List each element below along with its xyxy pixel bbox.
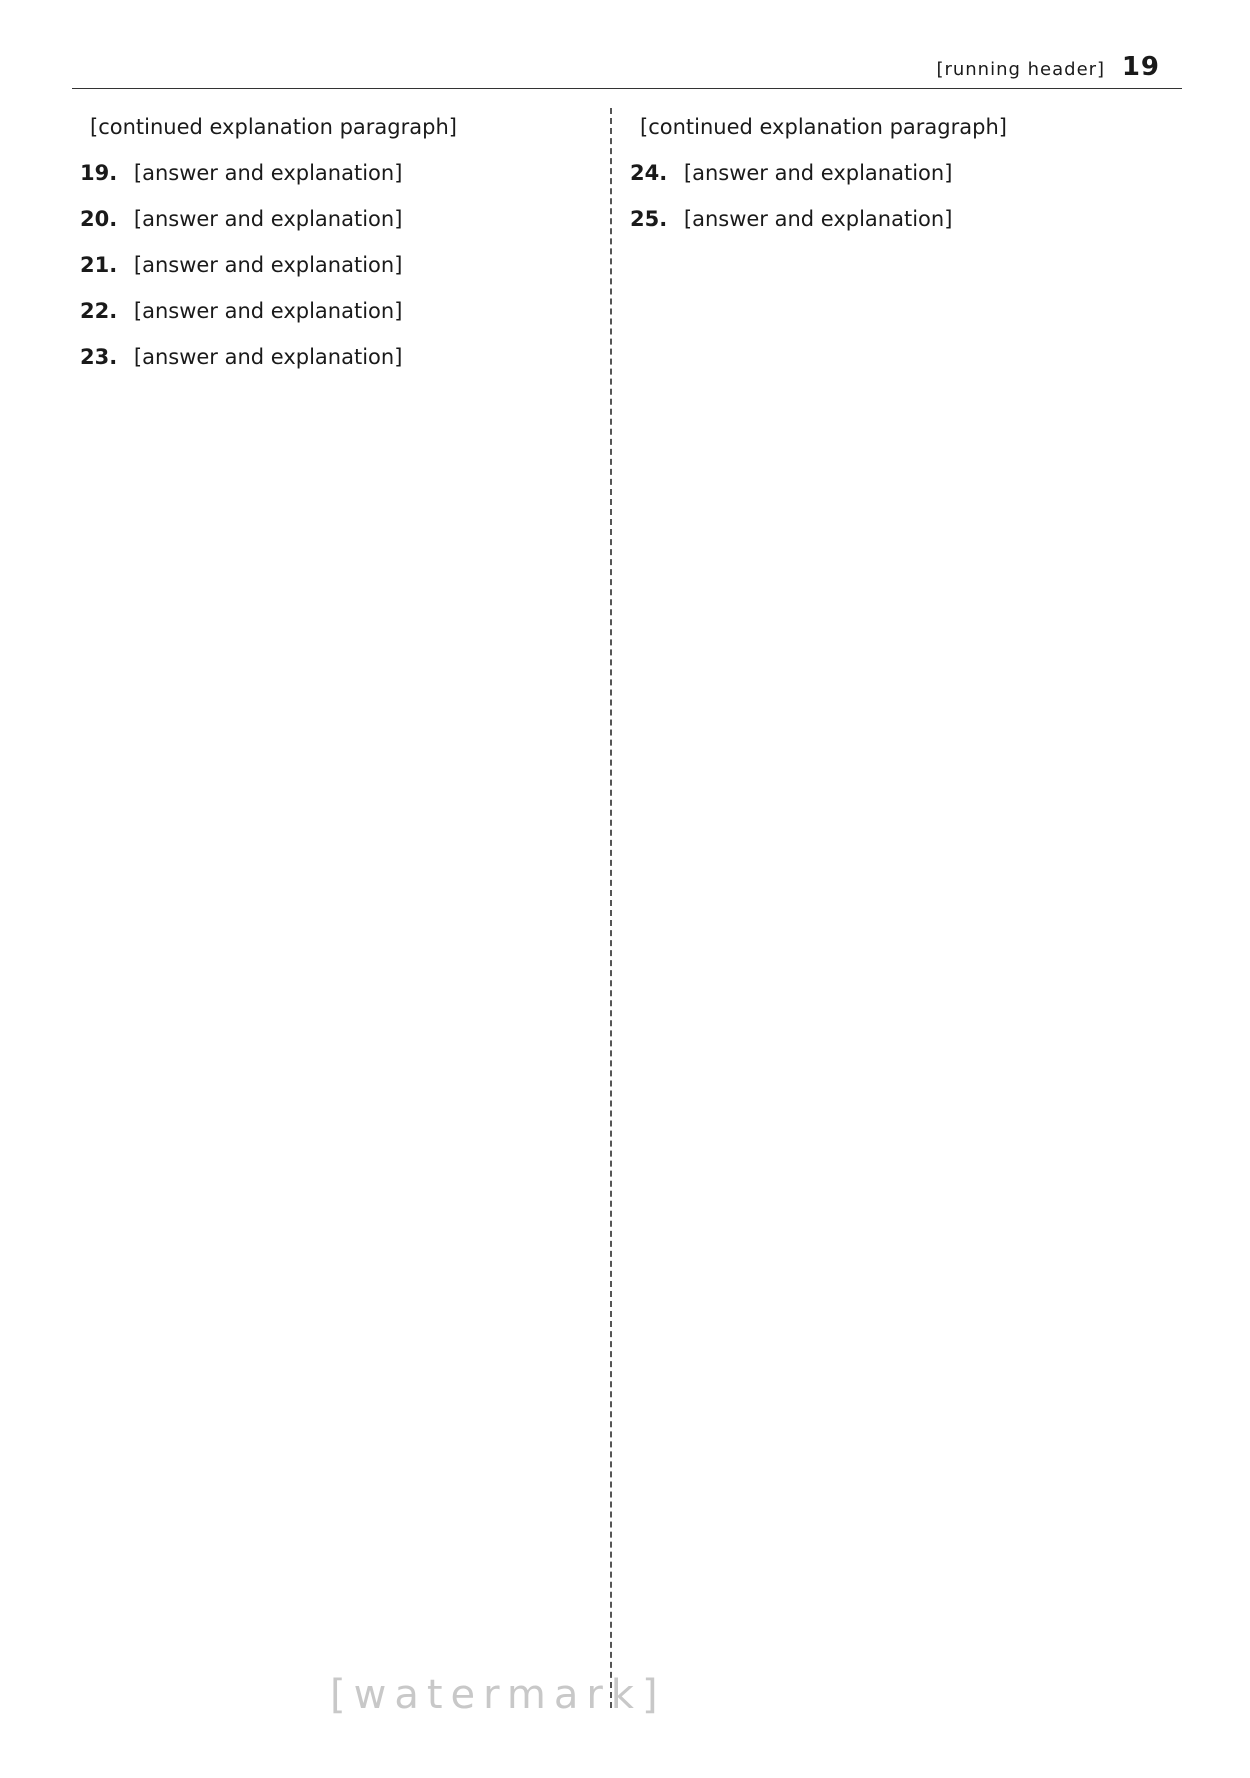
answer-text: [answer and explanation]: [133, 299, 403, 323]
answer-paragraph: [630, 200, 1150, 238]
answer-paragraph: [80, 338, 600, 376]
item-number: 20.: [80, 207, 118, 231]
answer-text: [answer and explanation]: [133, 161, 403, 185]
answer-text: [answer and explanation]: [683, 207, 953, 231]
page-number: 19: [1121, 52, 1160, 82]
item-number: 19.: [80, 161, 118, 185]
answer-paragraph: [80, 108, 600, 146]
header-rule: [72, 88, 1182, 89]
column-divider: [610, 108, 612, 1708]
header-text: [running header]: [936, 59, 1106, 80]
item-number: 21.: [80, 253, 118, 277]
answer-paragraph: [80, 200, 600, 238]
item-number: 22.: [80, 299, 118, 323]
watermark: [watermark]: [330, 1672, 666, 1718]
item-number: 23.: [80, 345, 118, 369]
answer-text: [answer and explanation]: [133, 207, 403, 231]
answer-text: [answer and explanation]: [133, 345, 403, 369]
item-number: 25.: [630, 207, 668, 231]
left-column: [80, 108, 600, 384]
item-number: 24.: [630, 161, 668, 185]
right-column: [630, 108, 1150, 246]
answer-paragraph: [80, 292, 600, 330]
answer-paragraph: [630, 154, 1150, 192]
answer-text: [continued explanation paragraph]: [90, 115, 457, 139]
answer-text: [answer and explanation]: [683, 161, 953, 185]
answer-text: [continued explanation paragraph]: [640, 115, 1007, 139]
answer-paragraph: [630, 108, 1150, 146]
answer-paragraph: [80, 154, 600, 192]
running-header: [936, 52, 1160, 82]
answer-paragraph: [80, 246, 600, 284]
answer-text: [answer and explanation]: [133, 253, 403, 277]
